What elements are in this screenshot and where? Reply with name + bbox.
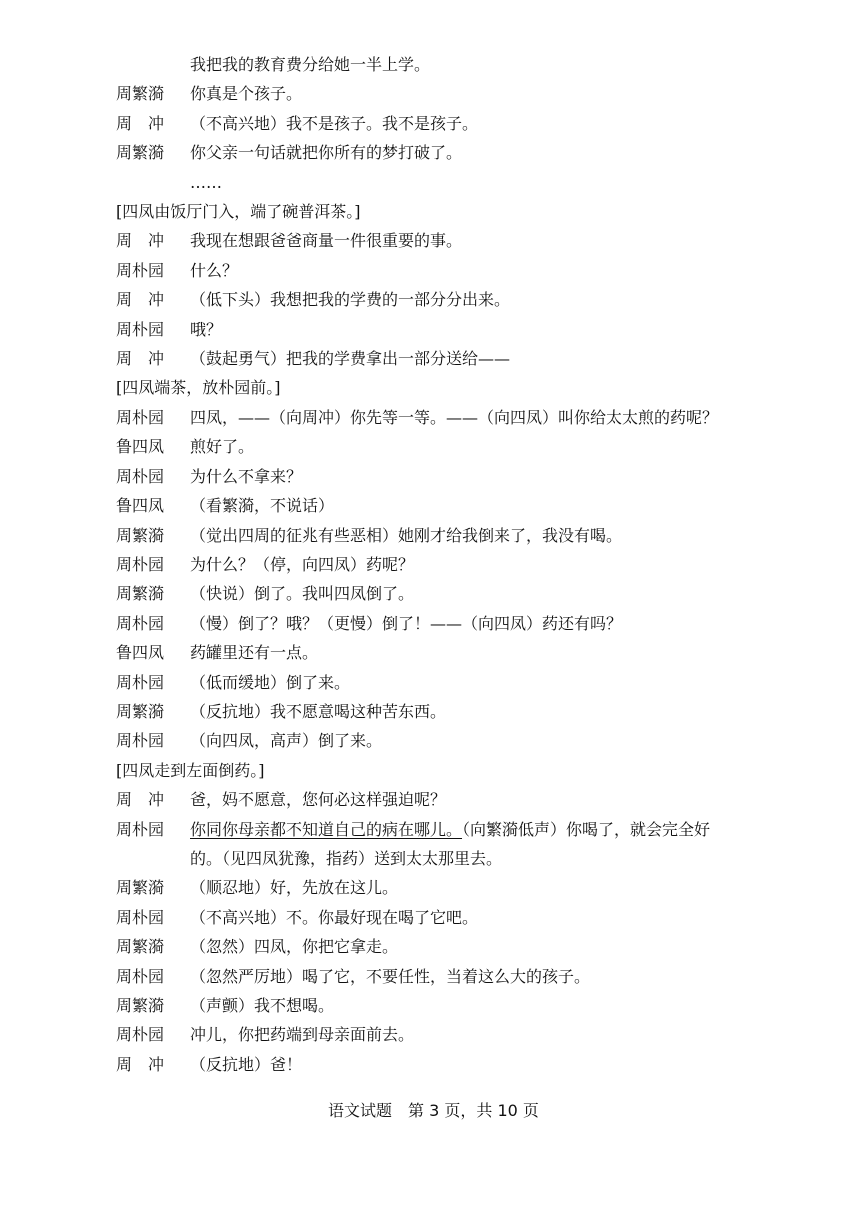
stage-direction <box>116 197 796 226</box>
speaker-name: 周繁漪 <box>116 937 165 957</box>
speaker-name: 周 冲 <box>116 290 165 310</box>
speaker-name: 周繁漪 <box>116 878 165 898</box>
line-text-rest: （向繁漪低声）你喝了，就会完全好 <box>462 819 711 839</box>
speaker-name: 鲁四凤 <box>116 437 165 457</box>
line-text: 药罐里还有一点。 <box>190 643 319 663</box>
line-text: （不高兴地）我不是孩子。我不是孩子。 <box>190 113 479 133</box>
line-text: （忽然）四凤，你把它拿走。 <box>190 937 399 957</box>
dialog-line <box>116 785 796 814</box>
dialog-line <box>116 315 796 344</box>
dialog-line <box>116 226 796 255</box>
dialog-line <box>116 697 796 726</box>
line-text: 你父亲一句话就把你所有的梦打破了。 <box>190 143 463 163</box>
speaker-name: 周 冲 <box>116 1054 165 1074</box>
line-text: 我把我的教育费分给她一半上学。 <box>190 55 431 74</box>
line-text: （慢）倒了？哦？（更慢）倒了！——（向四凤）药还有吗？ <box>190 613 623 633</box>
stage-direction <box>116 373 796 402</box>
line-text: 四凤，——（向周冲）你先等一等。——（向四凤）叫你给太太煎的药呢？ <box>190 407 719 427</box>
speaker-name: 周 冲 <box>116 231 165 251</box>
line-text: 你真是个孩子。 <box>190 84 303 104</box>
dialog-line <box>116 638 796 667</box>
speaker-name: 周朴园 <box>116 966 165 986</box>
dialog-line <box>116 109 796 138</box>
dialog-line <box>116 903 796 932</box>
dialog-line <box>116 491 796 520</box>
line-text: （快说）倒了。我叫四凤倒了。 <box>190 584 415 604</box>
dialog-continuation <box>116 50 796 79</box>
dialog-line <box>116 726 796 755</box>
line-text: 为什么不拿来？ <box>190 466 303 486</box>
dialog-line <box>116 1050 796 1079</box>
line-text: （向四凤，高声）倒了来。 <box>190 731 383 751</box>
speaker-name: 鲁四凤 <box>116 643 165 663</box>
line-text: 我现在想跟爸爸商量一件很重要的事。 <box>190 231 463 251</box>
line-text: （反抗地）我不愿意喝这种苦东西。 <box>190 701 447 721</box>
line-text: （看繁漪，不说话） <box>190 496 335 516</box>
dialog-line <box>116 815 796 844</box>
speaker-name: 周朴园 <box>116 672 165 692</box>
speaker-name: 周繁漪 <box>116 84 165 104</box>
dialog-line <box>116 138 796 167</box>
line-text: …… <box>190 172 222 192</box>
dialog-line <box>116 579 796 608</box>
line-text: 为什么？（停，向四凤）药呢？ <box>190 554 415 574</box>
stage-direction-text: [四凤端茶，放朴园前。] <box>116 378 281 398</box>
line-text: 冲儿，你把药端到母亲面前去。 <box>190 1025 415 1045</box>
line-text: （低而缓地）倒了来。 <box>190 672 351 692</box>
line-text: （反抗地）爸！ <box>190 1054 303 1074</box>
dialog-line <box>116 962 796 991</box>
dialog-line <box>116 256 796 285</box>
speaker-name: 周繁漪 <box>116 996 165 1015</box>
line-text: （不高兴地）不。你最好现在喝了它吧。 <box>190 907 479 927</box>
dialog-line <box>116 403 796 432</box>
line-text: 的。（见四凤犹豫，指药）送到太太那里去。 <box>190 848 503 868</box>
dialog-line <box>116 521 796 550</box>
line-text: （低下头）我想把我的学费的一部分分出来。 <box>190 290 511 310</box>
speaker-name: 周繁漪 <box>116 701 165 721</box>
dialog-line <box>116 344 796 373</box>
dialog-line <box>116 932 796 961</box>
speaker-name: 周 冲 <box>116 113 165 133</box>
stage-direction-text: [四凤由饭厅门入，端了碗普洱茶。] <box>116 202 361 222</box>
line-text: 爸，妈不愿意，您何必这样强迫呢？ <box>190 790 447 810</box>
underlined-sentence: 你同你母亲都不知道自己的病在哪儿。 <box>190 819 463 839</box>
speaker-name: 周朴园 <box>116 260 165 280</box>
speaker-name: 周 冲 <box>116 790 165 810</box>
line-text: （觉出四周的征兆有些恶相）她刚才给我倒来了，我没有喝。 <box>190 525 623 545</box>
line-text: 什么？ <box>190 260 239 280</box>
stage-direction <box>116 756 796 785</box>
play-script-excerpt <box>116 50 796 1079</box>
line-text <box>190 815 796 844</box>
speaker-name: 周繁漪 <box>116 525 165 545</box>
dialog-line <box>116 609 796 638</box>
line-text: （声颤）我不想喝。 <box>190 996 335 1015</box>
speaker-name: 周朴园 <box>116 319 165 339</box>
dialog-line <box>116 668 796 697</box>
line-text: （忽然严厉地）喝了它，不要任性，当着这么大的孩子。 <box>190 966 591 986</box>
dialog-line <box>116 991 796 1020</box>
speaker-name: 周繁漪 <box>116 584 165 604</box>
speaker-name: 周繁漪 <box>116 143 165 163</box>
speaker-name: 周朴园 <box>116 819 165 839</box>
line-text: 哦？ <box>190 319 223 339</box>
line-text: 煎好了。 <box>190 437 255 457</box>
speaker-name: 周朴园 <box>116 613 165 633</box>
dialog-line <box>116 79 796 108</box>
dialog-line <box>116 873 796 902</box>
speaker-name: 鲁四凤 <box>116 496 165 516</box>
speaker-name: 周朴园 <box>116 554 165 574</box>
page-footer: 语文试题 第 3 页，共 10 页 <box>328 1101 539 1120</box>
dialog-line <box>116 432 796 461</box>
dialog-continuation <box>116 168 796 197</box>
line-text: （顺忍地）好，先放在这儿。 <box>190 878 399 898</box>
dialog-line <box>116 550 796 579</box>
speaker-name: 周朴园 <box>116 1025 165 1045</box>
dialog-continuation <box>116 844 796 873</box>
dialog-line <box>116 285 796 314</box>
speaker-name: 周朴园 <box>116 731 165 751</box>
speaker-name: 周朴园 <box>116 907 165 927</box>
dialog-line <box>116 462 796 491</box>
stage-direction-text: [四凤走到左面倒药。] <box>116 760 265 780</box>
line-text: （鼓起勇气）把我的学费拿出一部分送给—— <box>190 349 511 369</box>
speaker-name: 周朴园 <box>116 407 165 427</box>
dialog-line <box>116 1020 796 1049</box>
speaker-name: 周朴园 <box>116 466 165 486</box>
speaker-name: 周 冲 <box>116 349 165 369</box>
